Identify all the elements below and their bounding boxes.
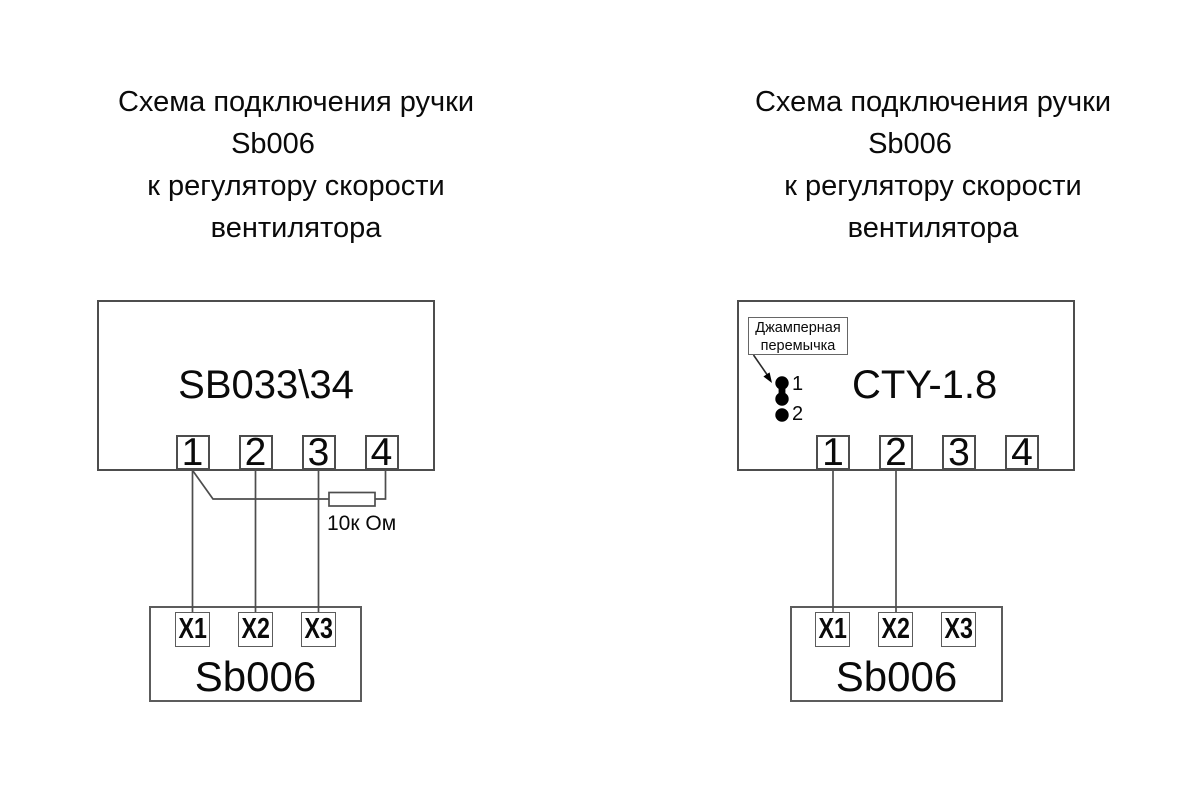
- right-terminal-1: 1: [816, 435, 850, 470]
- right-terminal-4: 4: [1005, 435, 1039, 470]
- left-handle-label: Sb006: [194, 653, 317, 700]
- right-handle-label: Sb006: [835, 653, 958, 700]
- left-x3-label: X3: [304, 613, 333, 645]
- right-title-line-4: вентилятора: [847, 212, 1019, 244]
- right-title-line-1: Схема подключения ручки: [754, 86, 1112, 118]
- left-handle-terminal-x1: [175, 612, 210, 647]
- jumper-callout-line-1: Джамперная: [755, 320, 841, 336]
- resistor-label: 10к Ом: [327, 512, 397, 535]
- left-title-line-4: вентилятора: [210, 212, 382, 244]
- left-terminal-1: 1: [176, 435, 210, 470]
- right-x1-label: X1: [818, 613, 847, 645]
- right-handle-terminal-x2: [878, 612, 913, 647]
- left-x2-label: X2: [241, 613, 270, 645]
- resistor-symbol: [329, 493, 375, 507]
- right-controller-label: CTY-1.8: [852, 363, 998, 407]
- left-handle-terminal-x3: [301, 612, 336, 647]
- left-terminal-3: 3: [302, 435, 336, 470]
- left-wires: [193, 469, 386, 613]
- right-title-line-2: Sb006: [868, 128, 952, 160]
- jumper-callout: [748, 317, 848, 355]
- right-terminal-3: 3: [942, 435, 976, 470]
- right-wires: [833, 469, 896, 613]
- left-controller-label: SB033\34: [178, 363, 354, 407]
- right-handle-terminal-x1: [815, 612, 850, 647]
- left-title-line-2: Sb006: [231, 128, 315, 160]
- right-x2-label: X2: [881, 613, 910, 645]
- right-x3-label: X3: [944, 613, 973, 645]
- jumper-pin-1-label: 1: [792, 373, 804, 395]
- left-title: [56, 81, 536, 249]
- left-title-line-1: Схема подключения ручки: [117, 86, 475, 118]
- right-title: [693, 81, 1173, 249]
- jumper-pin-2-label: 2: [792, 403, 804, 425]
- right-title-line-3: к регулятору скорости: [784, 170, 1082, 202]
- right-handle-terminal-x3: [941, 612, 976, 647]
- left-title-line-3: к регулятору скорости: [147, 170, 445, 202]
- left-wire-1-to-resistor: [193, 471, 329, 499]
- left-terminal-4: 4: [365, 435, 399, 470]
- right-terminal-2: 2: [879, 435, 913, 470]
- left-handle-terminal-x2: [238, 612, 273, 647]
- jumper-callout-line-2: перемычка: [760, 337, 836, 354]
- left-x1-label: X1: [178, 613, 207, 645]
- left-terminal-2: 2: [239, 435, 273, 470]
